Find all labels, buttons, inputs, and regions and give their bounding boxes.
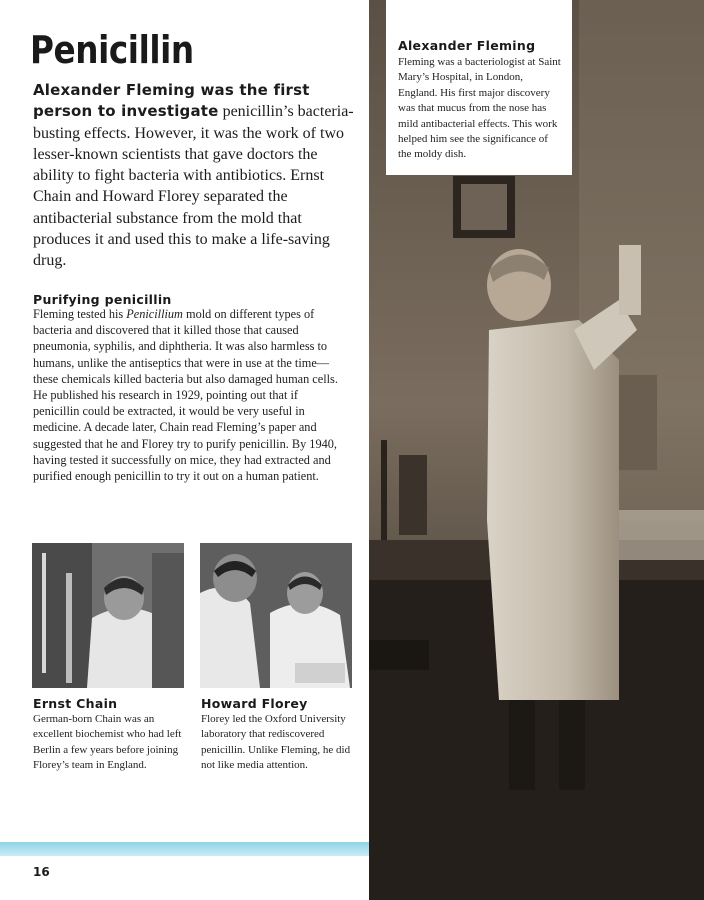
page-title: Penicillin — [30, 28, 194, 72]
page-number: 16 — [33, 865, 50, 879]
footer-band — [0, 842, 369, 856]
intro-paragraph — [33, 80, 355, 272]
howard-florey-name: Howard Florey — [201, 696, 308, 711]
caption-title: Alexander Fleming — [398, 38, 536, 53]
ernst-chain-text: German-born Chain was an excellent biochemist who had left Berlin a few years before joining Florey’s team in England. — [33, 713, 182, 772]
section-heading: Purifying penicillin — [33, 292, 172, 307]
ernst-chain-photo — [32, 543, 184, 688]
ernst-chain-illustration — [32, 543, 184, 688]
section-body — [33, 306, 343, 484]
ernst-chain-name: Ernst Chain — [33, 696, 118, 711]
body-part-b: mold on different types of bacteria and discovered that it killed those that caused pneumonia, syphilis, and diphtheria. It was also harmless to humans, unlike the antiseptics that were in use at the time—these chemicals killed bacteria but also damaged human cells. He published his research in 1929, pointing out that if penicillin could be extracted, it would be very useful in medicine. A decade later, Chain read Fleming’s paper and suggested that he and Florey try to purify penicillin. By 1940, having tested it successfully on mice, they had extracted and purified enough penicillin to try it out on a human patient. — [33, 307, 338, 484]
howard-florey-illustration — [200, 543, 352, 688]
intro-lead: Alexander Fleming was the first person to investigate — [33, 81, 310, 121]
intro-rest: penicillin’s bacteria-busting effects. However, it was the work of two lesser-known scientists that gave doctors the ability to fight bacteria with antibiotics. Ernst Chain and Howard Florey separated the antibacterial substance from the mold that produces it and used this to make a life-saving drug. — [33, 103, 354, 270]
body-part-a: Fleming tested his — [33, 307, 127, 321]
body-italic-term: Penicillium — [126, 307, 183, 321]
howard-florey-photo — [200, 543, 352, 688]
caption-text: Fleming was a bacteriologist at Saint Mary’s Hospital, in London, England. His first major discovery was that mucus from the nose has mild antibacterial effects. This work helped him see the significance of the moldy dish. — [398, 56, 561, 161]
howard-florey-text: Florey led the Oxford University laboratory that rediscovered penicillin. Unlike Fleming, he did not like media attention. — [201, 713, 351, 772]
